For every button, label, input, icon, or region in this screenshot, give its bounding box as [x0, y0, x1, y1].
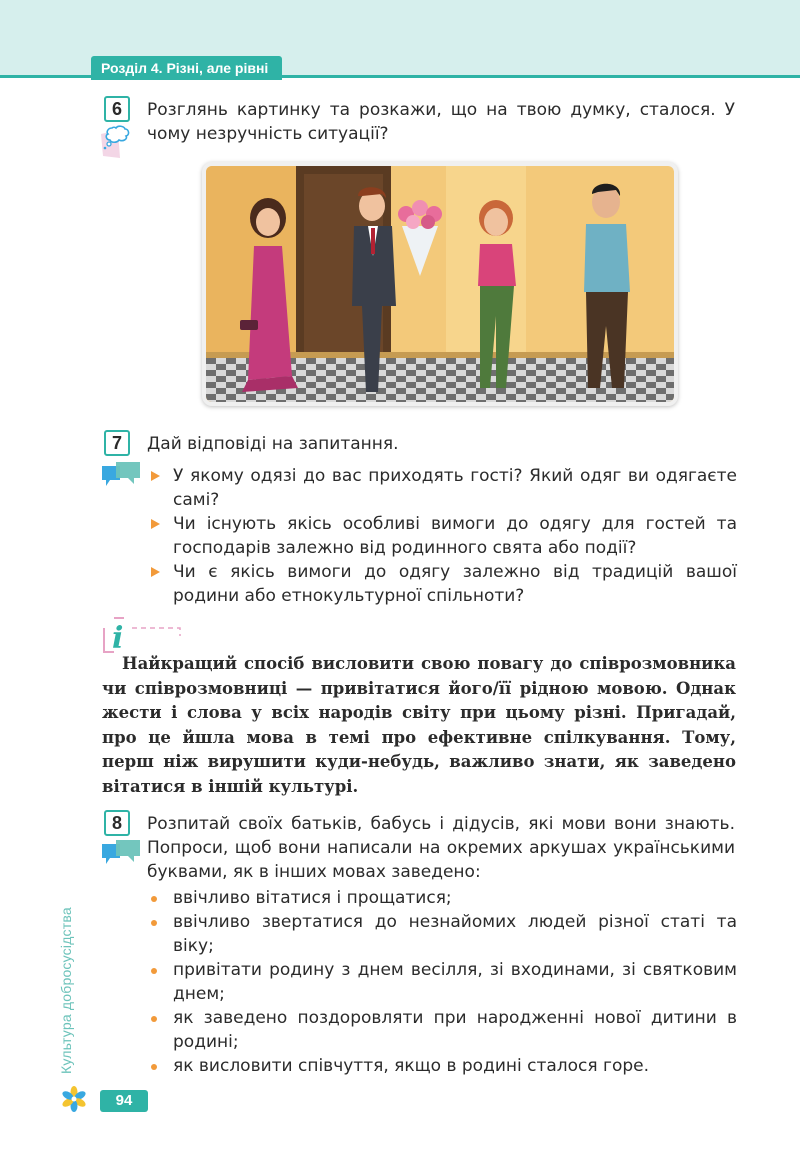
task-8-list	[147, 886, 737, 1078]
list-item: ввічливо вітатися і прощатися;	[147, 886, 737, 910]
flower-icon	[61, 1086, 87, 1112]
list-item: Чи існують якісь особливі вимоги до одягу для гостей та господарів залежно від родинного свята або події?	[147, 512, 737, 560]
task-8-text: Розпитай своїх батьків, бабусь і дідусів, які мови вони знають. Попроси, щоб вони написали на окремих аркушах українськими буквами, як в інших мовах заведено:	[147, 814, 735, 882]
info-paragraph: Найкращий спосіб висловити свою повагу до співрозмовника чи співрозмовниці — привітатися його/її рідною мовою. Однак жести і слова у всіх народів світу при цьому різні. Пригадай, про це йшла мова в темі про ефективне спілкування. Тому, перш ніж вирушити куди-небудь, важливо знати, як заведено вітатися в іншій культурі.	[102, 654, 736, 796]
side-title: Культура добросусідства	[58, 907, 74, 1074]
section-label: Розділ 4. Різні, але рівні	[91, 56, 282, 80]
task-number-7: 7	[104, 430, 130, 456]
list-item: Чи є якісь вимоги до одягу залежно від традицій вашої родини або етнокультурної спільноти?	[147, 560, 737, 608]
task-7-questions	[147, 464, 737, 608]
list-item: У якому одязі до вас приходять гості? Який одяг ви одягаєте самі?	[147, 464, 737, 512]
svg-text:i: i	[112, 621, 124, 654]
task-number-8: 8	[104, 810, 130, 836]
guests-illustration	[202, 162, 678, 406]
thought-bubble-icon	[98, 124, 138, 160]
task-number-6: 6	[104, 96, 130, 122]
list-item: ввічливо звертатися до незнайомих людей різної статі та віку;	[147, 910, 737, 958]
chat-bubbles-icon	[100, 460, 142, 492]
list-item: привітати родину з днем весілля, зі входинами, зі святковим днем;	[147, 958, 737, 1006]
list-item: як висловити співчуття, якщо в родині сталося горе.	[147, 1054, 737, 1078]
page-number: 94	[100, 1090, 148, 1112]
task-7-text: Дай відповіді на запитання.	[147, 434, 399, 454]
task-6-text: Розглянь картинку та розкажи, що на твою думку, сталося. У чому незручність ситуації?	[147, 100, 735, 144]
chat-bubbles-icon	[100, 838, 142, 870]
info-icon	[102, 614, 182, 654]
list-item: як заведено поздоровляти при народженні нової дитини в родині;	[147, 1006, 737, 1054]
